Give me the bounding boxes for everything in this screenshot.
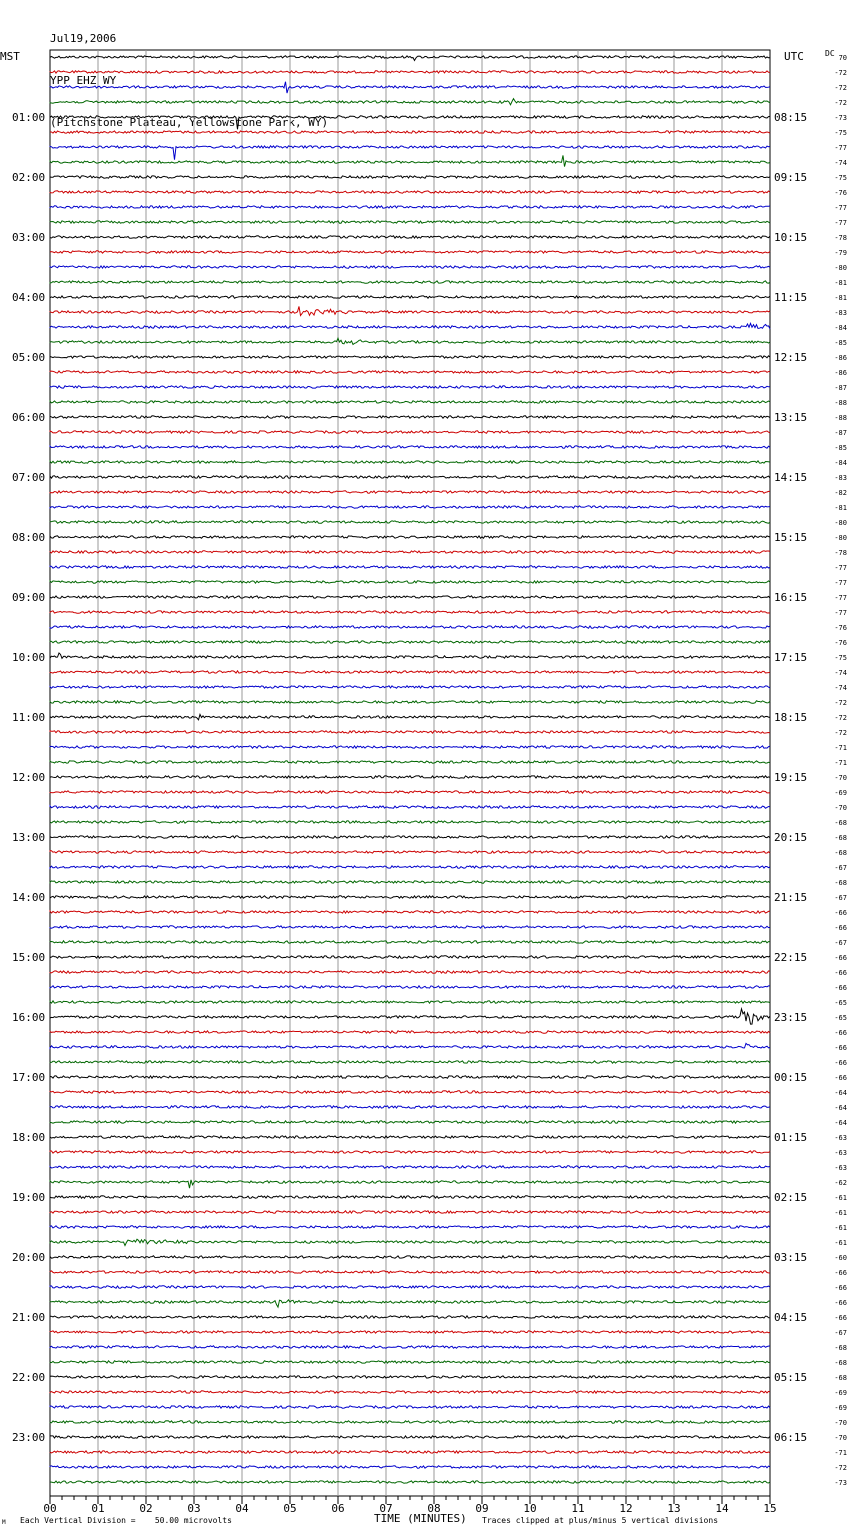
dc-offset-value: -64 bbox=[834, 1104, 847, 1112]
utc-hour-label: 11:15 bbox=[774, 291, 808, 304]
seismic-trace bbox=[50, 653, 770, 658]
x-tick-label: 00 bbox=[43, 1502, 57, 1515]
dc-offset-value: -64 bbox=[834, 1089, 847, 1097]
x-tick-label: 14 bbox=[715, 1502, 729, 1515]
x-tick-label: 03 bbox=[187, 1502, 201, 1515]
dc-offset-value: -61 bbox=[834, 1224, 847, 1232]
seismic-trace bbox=[50, 911, 770, 913]
mst-hour-label: 06:00 bbox=[12, 411, 46, 424]
seismic-trace bbox=[50, 536, 770, 538]
seismic-trace bbox=[50, 1061, 770, 1063]
dc-offset-value: -74 bbox=[834, 684, 847, 692]
mst-hour-label: 01:00 bbox=[12, 111, 46, 124]
dc-offset-value: -63 bbox=[834, 1134, 847, 1142]
x-tick-label: 02 bbox=[139, 1502, 153, 1515]
dc-offset-value: -72 bbox=[834, 84, 847, 92]
seismic-trace bbox=[50, 1376, 770, 1378]
seismic-trace bbox=[50, 941, 770, 943]
dc-offset-value: -66 bbox=[834, 1269, 847, 1277]
utc-hour-label: 17:15 bbox=[774, 651, 808, 664]
seismic-trace bbox=[50, 296, 770, 298]
dc-offset-value: -77 bbox=[834, 564, 847, 572]
seismic-trace bbox=[50, 821, 770, 823]
dc-offset-value: -63 bbox=[834, 1149, 847, 1157]
dc-offset-value: -66 bbox=[834, 924, 847, 932]
utc-hour-label: 15:15 bbox=[774, 531, 808, 544]
dc-offset-value: -72 bbox=[834, 99, 847, 107]
seismic-trace bbox=[50, 836, 770, 838]
utc-hour-label: 19:15 bbox=[774, 771, 808, 784]
mst-hour-label: 22:00 bbox=[12, 1371, 46, 1384]
seismic-trace bbox=[50, 506, 770, 508]
dc-offset-value: -73 bbox=[834, 114, 847, 122]
utc-hour-label: 14:15 bbox=[774, 471, 808, 484]
seismic-trace bbox=[50, 686, 770, 688]
seismic-trace bbox=[50, 1286, 770, 1288]
x-tick-label: 12 bbox=[619, 1502, 633, 1515]
x-tick-label: 06 bbox=[331, 1502, 345, 1515]
seismic-trace bbox=[50, 1239, 770, 1245]
x-tick-label: 05 bbox=[283, 1502, 297, 1515]
seismic-trace bbox=[50, 371, 770, 373]
seismic-trace bbox=[50, 131, 770, 133]
mst-hour-label: 03:00 bbox=[12, 231, 46, 244]
dc-offset-value: -66 bbox=[834, 1044, 847, 1052]
right-timezone-label: UTC bbox=[784, 50, 804, 63]
dc-offset-value: -64 bbox=[834, 1119, 847, 1127]
mst-hour-label: 14:00 bbox=[12, 891, 46, 904]
dc-offset-value: -61 bbox=[834, 1194, 847, 1202]
dc-offset-value: -68 bbox=[834, 1359, 847, 1367]
seismic-trace bbox=[50, 461, 770, 463]
seismic-trace bbox=[50, 881, 770, 883]
dc-offset-value: -75 bbox=[834, 129, 847, 137]
mst-hour-label: 12:00 bbox=[12, 771, 46, 784]
seismic-trace bbox=[50, 1346, 770, 1348]
dc-offset-value: -85 bbox=[834, 339, 847, 347]
dc-offset-value: -63 bbox=[834, 1164, 847, 1172]
dc-offset-value: -62 bbox=[834, 1179, 847, 1187]
seismic-trace bbox=[50, 566, 770, 568]
mst-hour-label: 21:00 bbox=[12, 1311, 46, 1324]
seismic-trace bbox=[50, 221, 770, 223]
seismic-trace bbox=[50, 926, 770, 928]
seismic-trace bbox=[50, 266, 770, 268]
dc-offset-value: -60 bbox=[834, 1254, 847, 1262]
dc-offset-value: -80 bbox=[834, 519, 847, 527]
dc-offset-value: -77 bbox=[834, 594, 847, 602]
seismic-trace bbox=[50, 761, 770, 763]
seismic-trace bbox=[50, 1031, 770, 1033]
x-tick-label: 13 bbox=[667, 1502, 681, 1515]
dc-offset-value: -72 bbox=[834, 729, 847, 737]
dc-offset-value: -71 bbox=[834, 744, 847, 752]
utc-hour-label: 16:15 bbox=[774, 591, 808, 604]
seismic-trace bbox=[50, 1316, 770, 1318]
dc-offset-value: -85 bbox=[834, 444, 847, 452]
dc-offset-value: -76 bbox=[834, 624, 847, 632]
dc-offset-value: -88 bbox=[834, 414, 847, 422]
x-tick-label: 01 bbox=[91, 1502, 105, 1515]
dc-offset-value: -75 bbox=[834, 654, 847, 662]
seismic-trace bbox=[50, 1481, 770, 1483]
seismic-trace bbox=[50, 146, 770, 160]
utc-hour-label: 12:15 bbox=[774, 351, 808, 364]
seismic-trace bbox=[50, 596, 770, 598]
dc-offset-value: -71 bbox=[834, 1449, 847, 1457]
seismic-trace bbox=[50, 896, 770, 898]
dc-offset-value: -69 bbox=[834, 1404, 847, 1412]
dc-offset-value: -70 bbox=[834, 774, 847, 782]
dc-offset-value: -75 bbox=[834, 174, 847, 182]
seismic-trace bbox=[50, 1196, 770, 1198]
seismic-trace bbox=[50, 236, 770, 238]
dc-offset-value: -67 bbox=[834, 864, 847, 872]
seismic-trace bbox=[50, 56, 770, 61]
seismic-trace bbox=[50, 956, 770, 958]
seismic-trace bbox=[50, 99, 770, 105]
mst-hour-label: 02:00 bbox=[12, 171, 46, 184]
seismic-trace bbox=[50, 1009, 770, 1024]
station-location: (Pitchstone Plateau, Yellowstone Park, WY) bbox=[50, 116, 329, 129]
seismic-trace bbox=[50, 1180, 770, 1188]
dc-offset-value: -66 bbox=[834, 984, 847, 992]
seismic-trace bbox=[50, 323, 770, 329]
seismic-trace bbox=[50, 476, 770, 478]
seismic-trace bbox=[50, 1106, 770, 1108]
dc-offset-value: -68 bbox=[834, 834, 847, 842]
utc-hour-label: 00:15 bbox=[774, 1071, 808, 1084]
seismic-trace bbox=[50, 776, 770, 778]
seismic-trace bbox=[50, 1436, 770, 1438]
x-tick-label: 11 bbox=[571, 1502, 585, 1515]
seismic-trace bbox=[50, 416, 770, 418]
utc-hour-label: 08:15 bbox=[774, 111, 808, 124]
seismic-trace bbox=[50, 1421, 770, 1423]
dc-offset-value: -68 bbox=[834, 849, 847, 857]
seismic-trace bbox=[50, 1331, 770, 1333]
seismic-trace bbox=[50, 641, 770, 643]
dc-offset-value: -70 bbox=[834, 1434, 847, 1442]
seismic-trace bbox=[50, 251, 770, 253]
utc-hour-label: 10:15 bbox=[774, 231, 808, 244]
seismic-trace bbox=[50, 401, 770, 403]
dc-offset-value: -67 bbox=[834, 939, 847, 947]
dc-offset-value: -66 bbox=[834, 1029, 847, 1037]
seismic-trace bbox=[50, 551, 770, 553]
dc-offset-value: -81 bbox=[834, 294, 847, 302]
seismic-trace bbox=[50, 1391, 770, 1393]
seismic-trace bbox=[50, 1151, 770, 1153]
seismic-trace bbox=[50, 491, 770, 493]
seismic-trace bbox=[50, 791, 770, 793]
seismic-trace bbox=[50, 701, 770, 703]
seismic-trace bbox=[50, 611, 770, 613]
dc-offset-value: -78 bbox=[834, 234, 847, 242]
dc-offset-value: -66 bbox=[834, 969, 847, 977]
dc-offset-value: -65 bbox=[834, 999, 847, 1007]
seismic-trace bbox=[50, 116, 770, 130]
dc-offset-value: -74 bbox=[834, 159, 847, 167]
dc-offset-value: -81 bbox=[834, 504, 847, 512]
dc-offset-value: -73 bbox=[834, 1479, 847, 1487]
dc-offset-value: -77 bbox=[834, 579, 847, 587]
dc-offset-value: -71 bbox=[834, 759, 847, 767]
seismic-trace bbox=[50, 1256, 770, 1258]
dc-offset-value: -70 bbox=[834, 804, 847, 812]
x-tick-label: 07 bbox=[379, 1502, 393, 1515]
dc-offset-value: -81 bbox=[834, 279, 847, 287]
dc-offset-value: -67 bbox=[834, 1329, 847, 1337]
seismic-trace bbox=[50, 386, 770, 388]
record-date: Jul19,2006 bbox=[50, 32, 117, 45]
dc-offset-value: -69 bbox=[834, 789, 847, 797]
dc-offset-header: DC bbox=[825, 49, 835, 58]
seismic-trace bbox=[50, 521, 770, 523]
mst-hour-label: 23:00 bbox=[12, 1431, 46, 1444]
x-tick-label: 10 bbox=[523, 1502, 537, 1515]
x-tick-label: 04 bbox=[235, 1502, 249, 1515]
dc-offset-value: -70 bbox=[834, 1419, 847, 1427]
dc-offset-value: -76 bbox=[834, 189, 847, 197]
seismic-trace bbox=[50, 155, 770, 166]
seismic-trace bbox=[50, 1091, 770, 1093]
seismic-trace bbox=[50, 356, 770, 358]
mst-hour-label: 11:00 bbox=[12, 711, 46, 724]
seismic-trace bbox=[50, 446, 770, 448]
dc-offset-value: -77 bbox=[834, 609, 847, 617]
mst-hour-label: 19:00 bbox=[12, 1191, 46, 1204]
mst-hour-label: 07:00 bbox=[12, 471, 46, 484]
seismic-trace bbox=[50, 1043, 770, 1048]
dc-offset-value: -61 bbox=[834, 1209, 847, 1217]
dc-offset-value: -68 bbox=[834, 819, 847, 827]
dc-offset-value: -78 bbox=[834, 549, 847, 557]
mst-hour-label: 08:00 bbox=[12, 531, 46, 544]
dc-offset-value: -67 bbox=[834, 894, 847, 902]
mst-hour-label: 17:00 bbox=[12, 1071, 46, 1084]
seismic-trace bbox=[50, 1166, 770, 1168]
seismic-trace bbox=[50, 191, 770, 193]
utc-hour-label: 06:15 bbox=[774, 1431, 808, 1444]
dc-offset-value: -77 bbox=[834, 144, 847, 152]
dc-offset-value: -77 bbox=[834, 219, 847, 227]
seismic-trace bbox=[50, 1466, 770, 1468]
utc-hour-label: 01:15 bbox=[774, 1131, 808, 1144]
seismic-trace bbox=[50, 746, 770, 748]
mst-hour-label: 15:00 bbox=[12, 951, 46, 964]
mst-hour-label: 10:00 bbox=[12, 651, 46, 664]
x-axis-title: TIME (MINUTES) bbox=[374, 1512, 467, 1525]
dc-offset-value: -79 bbox=[834, 249, 847, 257]
scale-note: Each Vertical Division = 50.00 microvolts bbox=[20, 1516, 232, 1525]
dc-offset-value: 70 bbox=[838, 54, 847, 62]
mst-hour-label: 20:00 bbox=[12, 1251, 46, 1264]
seismic-trace bbox=[50, 1271, 770, 1273]
seismic-trace bbox=[50, 82, 770, 93]
x-tick-label: 09 bbox=[475, 1502, 489, 1515]
utc-hour-label: 20:15 bbox=[774, 831, 808, 844]
dc-offset-value: -80 bbox=[834, 264, 847, 272]
dc-offset-value: -76 bbox=[834, 639, 847, 647]
seismic-trace bbox=[50, 714, 770, 719]
x-tick-label: 15 bbox=[763, 1502, 777, 1515]
clip-note: Traces clipped at plus/minus 5 vertical divisions bbox=[482, 1516, 719, 1525]
dc-offset-value: -82 bbox=[834, 489, 847, 497]
seismic-trace bbox=[50, 1136, 770, 1138]
utc-hour-label: 05:15 bbox=[774, 1371, 808, 1384]
dc-offset-value: -77 bbox=[834, 204, 847, 212]
seismic-trace bbox=[50, 1001, 770, 1003]
utc-hour-label: 09:15 bbox=[774, 171, 808, 184]
dc-offset-value: -83 bbox=[834, 309, 847, 317]
seismic-trace bbox=[50, 1076, 770, 1078]
dc-offset-value: -66 bbox=[834, 1314, 847, 1322]
dc-offset-value: -87 bbox=[834, 384, 847, 392]
dc-offset-value: -72 bbox=[834, 699, 847, 707]
utc-hour-label: 18:15 bbox=[774, 711, 808, 724]
dc-offset-value: -72 bbox=[834, 714, 847, 722]
utc-hour-label: 04:15 bbox=[774, 1311, 808, 1324]
dc-offset-value: -68 bbox=[834, 1344, 847, 1352]
seismic-trace bbox=[50, 1121, 770, 1123]
seismic-trace bbox=[50, 671, 770, 673]
dc-offset-value: -86 bbox=[834, 369, 847, 377]
dc-offset-value: -83 bbox=[834, 474, 847, 482]
seismic-trace bbox=[50, 1300, 770, 1307]
utc-hour-label: 02:15 bbox=[774, 1191, 808, 1204]
dc-offset-value: -61 bbox=[834, 1239, 847, 1247]
utc-hour-label: 21:15 bbox=[774, 891, 808, 904]
seismic-trace bbox=[50, 1211, 770, 1213]
dc-offset-value: -87 bbox=[834, 429, 847, 437]
seismic-trace bbox=[50, 1361, 770, 1363]
corner-mark: M bbox=[2, 1519, 6, 1526]
dc-offset-value: -72 bbox=[834, 69, 847, 77]
dc-offset-value: -66 bbox=[834, 954, 847, 962]
x-tick-label: 08 bbox=[427, 1502, 441, 1515]
seismic-trace bbox=[50, 731, 770, 733]
dc-offset-value: -74 bbox=[834, 669, 847, 677]
seismic-trace bbox=[50, 851, 770, 853]
seismic-trace bbox=[50, 206, 770, 208]
utc-hour-label: 03:15 bbox=[774, 1251, 808, 1264]
seismic-trace bbox=[50, 1406, 770, 1408]
seismic-trace bbox=[50, 866, 770, 868]
dc-offset-value: -84 bbox=[834, 459, 847, 467]
mst-hour-label: 09:00 bbox=[12, 591, 46, 604]
mst-hour-label: 13:00 bbox=[12, 831, 46, 844]
seismic-trace bbox=[50, 1226, 770, 1228]
seismic-trace bbox=[50, 971, 770, 973]
mst-hour-label: 04:00 bbox=[12, 291, 46, 304]
seismic-trace bbox=[50, 281, 770, 283]
utc-hour-label: 13:15 bbox=[774, 411, 808, 424]
seismic-trace bbox=[50, 431, 770, 433]
station-code: YPP EHZ WY bbox=[50, 74, 117, 87]
dc-offset-value: -66 bbox=[834, 1074, 847, 1082]
mst-hour-label: 18:00 bbox=[12, 1131, 46, 1144]
seismic-trace bbox=[50, 806, 770, 808]
dc-offset-value: -84 bbox=[834, 324, 847, 332]
dc-offset-value: -69 bbox=[834, 1389, 847, 1397]
dc-offset-value: -88 bbox=[834, 399, 847, 407]
dc-offset-value: -72 bbox=[834, 1464, 847, 1472]
dc-offset-value: -68 bbox=[834, 879, 847, 887]
dc-offset-value: -66 bbox=[834, 1299, 847, 1307]
seismic-trace bbox=[50, 986, 770, 988]
utc-hour-label: 23:15 bbox=[774, 1011, 808, 1024]
seismic-trace bbox=[50, 306, 770, 315]
dc-offset-value: -65 bbox=[834, 1014, 847, 1022]
seismic-trace bbox=[50, 71, 770, 73]
dc-offset-value: -68 bbox=[834, 1374, 847, 1382]
seismic-trace bbox=[50, 176, 770, 178]
dc-offset-value: -66 bbox=[834, 909, 847, 917]
mst-hour-label: 16:00 bbox=[12, 1011, 46, 1024]
seismic-trace bbox=[50, 626, 770, 628]
dc-offset-value: -86 bbox=[834, 354, 847, 362]
utc-hour-label: 22:15 bbox=[774, 951, 808, 964]
mst-hour-label: 05:00 bbox=[12, 351, 46, 364]
dc-offset-value: -80 bbox=[834, 534, 847, 542]
dc-offset-value: -66 bbox=[834, 1059, 847, 1067]
seismic-trace bbox=[50, 1451, 770, 1453]
left-timezone-label: MST bbox=[0, 50, 20, 63]
dc-offset-value: -66 bbox=[834, 1284, 847, 1292]
seismic-trace bbox=[50, 338, 770, 344]
seismic-trace bbox=[50, 581, 770, 583]
